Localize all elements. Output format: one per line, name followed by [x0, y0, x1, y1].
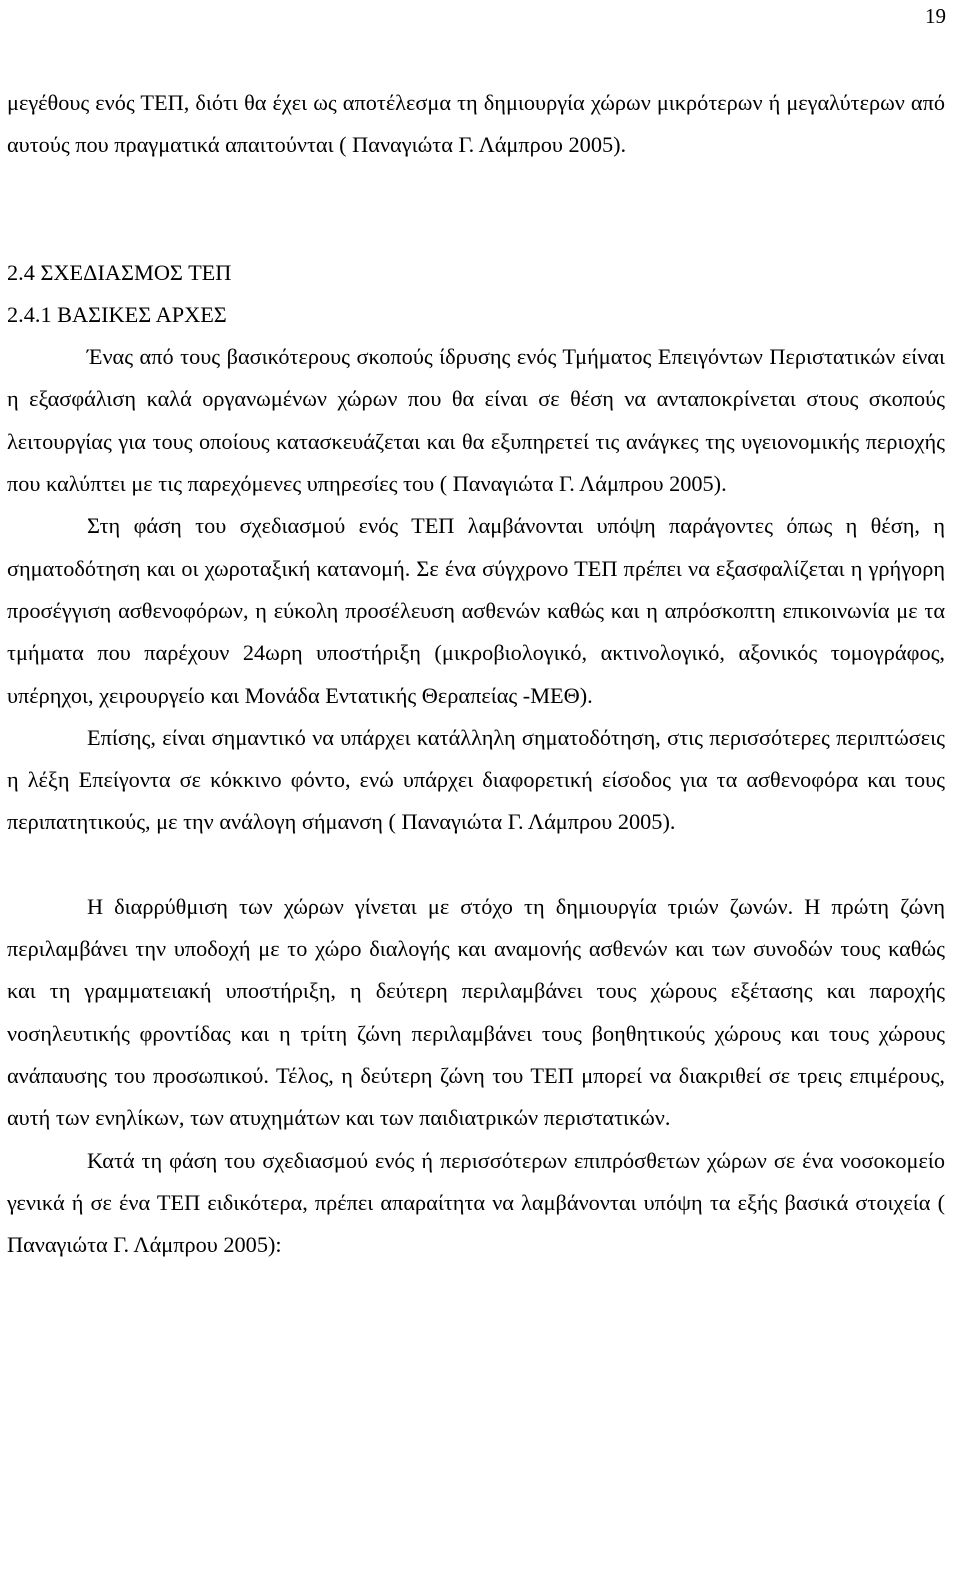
- page-number: 19: [925, 4, 946, 28]
- subsection-heading: 2.4.1 ΒΑΣΙΚΕΣ ΑΡΧΕΣ: [7, 301, 227, 327]
- spacer: [7, 844, 945, 886]
- paragraph-signage: Επίσης, είναι σημαντικό να υπάρχει κατάλληλη σηματοδότηση, στις περισσότερες περιπτώσεις η λέξη Επείγοντα σε κόκκινο φόντο, ενώ υπάρχει διαφορετική είσοδος για τα ασθενοφόρα και τους περιπατητικούς, με την ανάλογη σήμανση ( Παναγιώτα Γ. Λάμπρου 2005).: [7, 724, 945, 835]
- paragraph-continuation: μεγέθους ενός ΤΕΠ, διότι θα έχει ως αποτέλεσμα τη δημιουργία χώρων μικρότερων ή μεγαλύτερων από αυτούς που πραγματικά απαιτούνται ( Παναγιώτα Γ. Λάμπρου 2005).: [7, 90, 945, 158]
- paragraph-design-elements: Κατά τη φάση του σχεδιασμού ενός ή περισσότερων επιπρόσθετων χώρων σε ένα νοσοκομείο γενικά ή σε ένα ΤΕΠ ειδικότερα, πρέπει απαραίτητα να λαμβάνονται υπόψη τα εξής βασικά στοιχεία ( Παναγιώτα Γ. Λάμπρου 2005):: [7, 1147, 945, 1258]
- paragraph-basic-principles: Ένας από τους βασικότερους σκοπούς ίδρυσης ενός Τμήματος Επειγόντων Περιστατικών είναι η εξασφάλιση καλά οργανωμένων χώρων που θα είναι σε θέση να ανταποκρίνεται στους σκοπούς λειτουργίας για τους οποίους κατασκευάζεται και θα εξυπηρετεί τις ανάγκες της υγειονομικής περιοχής που καλύπτει με τις παρεχόμενες υπηρεσίες του ( Παναγιώτα Γ. Λάμπρου 2005).: [7, 344, 945, 497]
- paragraph-zones: Η διαρρύθμιση των χώρων γίνεται με στόχο τη δημιουργία τριών ζωνών. Η πρώτη ζώνη περιλαμβάνει την υποδοχή με το χώρο διαλογής και αναμονής ασθενών και των συνοδών τους καθώς και τη γραμματειακή υποστήριξη, η δεύτερη περιλαμβάνει τους χώρους εξέτασης και παροχής νοσηλευτικής φροντίδας και η τρίτη ζώνη περιλαμβάνει τους βοηθητικούς χώρους και τους χώρους ανάπαυσης του προσωπικού. Τέλος, η δεύτερη ζώνη του ΤΕΠ μπορεί να διακριθεί σε τρεις επιμέρους, αυτή των ενηλίκων, των ατυχημάτων και των παιδιατρικών περιστατικών.: [7, 893, 945, 1131]
- spacer: [7, 167, 945, 252]
- page-content: [7, 82, 945, 1266]
- section-heading: 2.4 ΣΧΕΔΙΑΣΜΟΣ ΤΕΠ: [7, 259, 232, 285]
- paragraph-design-phase: Στη φάση του σχεδιασμού ενός ΤΕΠ λαμβάνονται υπόψη παράγοντες όπως η θέση, η σηματοδότηση και οι χωροταξική κατανομή. Σε ένα σύγχρονο ΤΕΠ πρέπει να εξασφαλίζεται η γρήγορη προσέγγιση ασθενοφόρων, η εύκολη προσέλευση ασθενών καθώς και η απρόσκοπτη επικοινωνία με τα τμήματα που παρέχουν 24ωρη υποστήριξη (μικροβιολογικό, ακτινολογικό, αξονικός τομογράφος, υπέρηχοι, χειρουργείο και Μονάδα Εντατικής Θεραπείας -ΜΕΘ).: [7, 513, 945, 708]
